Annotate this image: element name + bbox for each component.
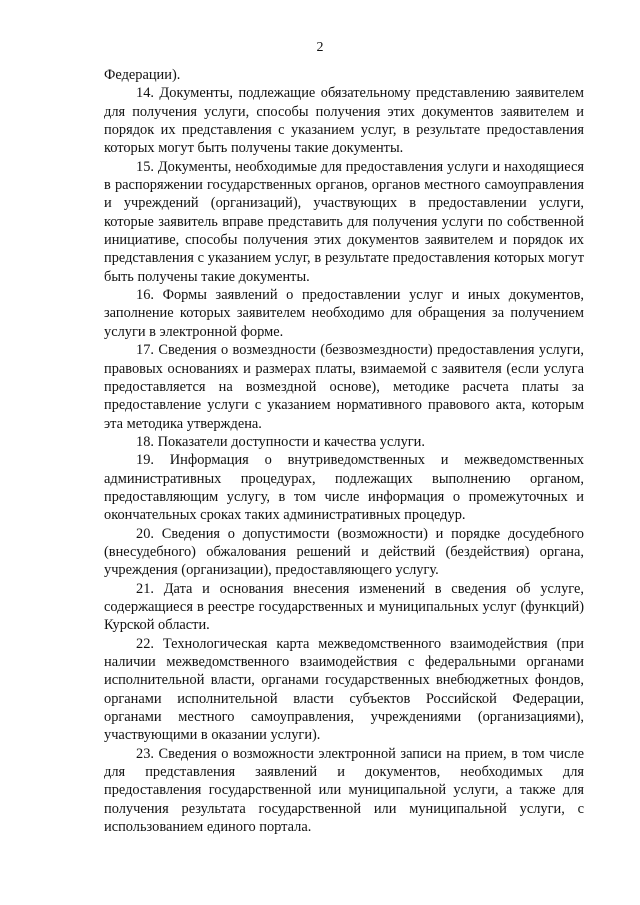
paragraph-item-15: 15. Документы, необходимые для предоставления услуги и находящиеся в распоряжении государственных органов, органов местного самоуправления и учреждений (организаций), участвующих в предоставлении услуги, которые заявитель вправе представить для получения услуги по собственной инициативе, способы получения этих документов заявителем и порядок их представления с указанием услуг, в результате предоставления которых могут быть получены такие документы. — [104, 158, 584, 285]
paragraph-item-23: 23. Сведения о возможности электронной записи на прием, в том числе для представления заявлений и документов, необходимых для предоставления государственной или муниципальной услуги, а также для получения результата государственной или муниципальной услуги, с использованием единого портала. — [104, 745, 584, 836]
paragraph-continuation: Федерации). — [104, 67, 181, 83]
paragraph-item-14: 14. Документы, подлежащие обязательному представлению заявителем для получения услуги, способы получения этих документов заявителем и порядок их представления с указанием услуг, в результате предоставления которых могут быть получены такие документы. — [104, 85, 584, 157]
paragraph-item-17: 17. Сведения о возмездности (безвозмездности) предоставления услуги, правовых основаниях и размерах платы, взимаемой с заявителя (если услуга предоставляется на возмездной основе), методике расчета платы за предоставление услуги с указанием нормативного правового акта, которым эта методика утверждена. — [104, 342, 584, 432]
paragraph-item-20: 20. Сведения о допустимости (возможности) и порядке досудебного (внесудебного) обжалования решений и действий (бездействия) органа, учреждения (организации), предоставляющего услугу. — [104, 525, 584, 579]
paragraph-item-16: 16. Формы заявлений о предоставлении услуг и иных документов, заполнение которых заявителем необходимо для обращения за получением услуги в электронной форме. — [104, 287, 584, 340]
document-body — [104, 66, 584, 836]
paragraph-item-18: 18. Показатели доступности и качества услуги. — [136, 433, 425, 450]
paragraph-item-21: 21. Дата и основания внесения изменений в сведения об услуге, содержащиеся в реестре государственных и муниципальных услуг (функций) Курской области. — [104, 580, 584, 634]
page-number: 2 — [316, 40, 324, 55]
paragraph-item-19: 19. Информация о внутриведомственных и межведомственных административных процедурах, подлежащих выполнению органом, предоставляющим услугу, в том числе информация о промежуточных и окончательных сроках таких административных процедур. — [104, 452, 584, 524]
paragraph-item-22: 22. Технологическая карта межведомственного взаимодействия (при наличии межведомственного взаимодействия с федеральными органами исполнительной власти, органами государственных внебюджетных фондов, органами исполнительной власти субъектов Российской Федерации, органами местного самоуправления, учреждениями (организациями), участвующими в оказании услуги). — [104, 635, 584, 744]
